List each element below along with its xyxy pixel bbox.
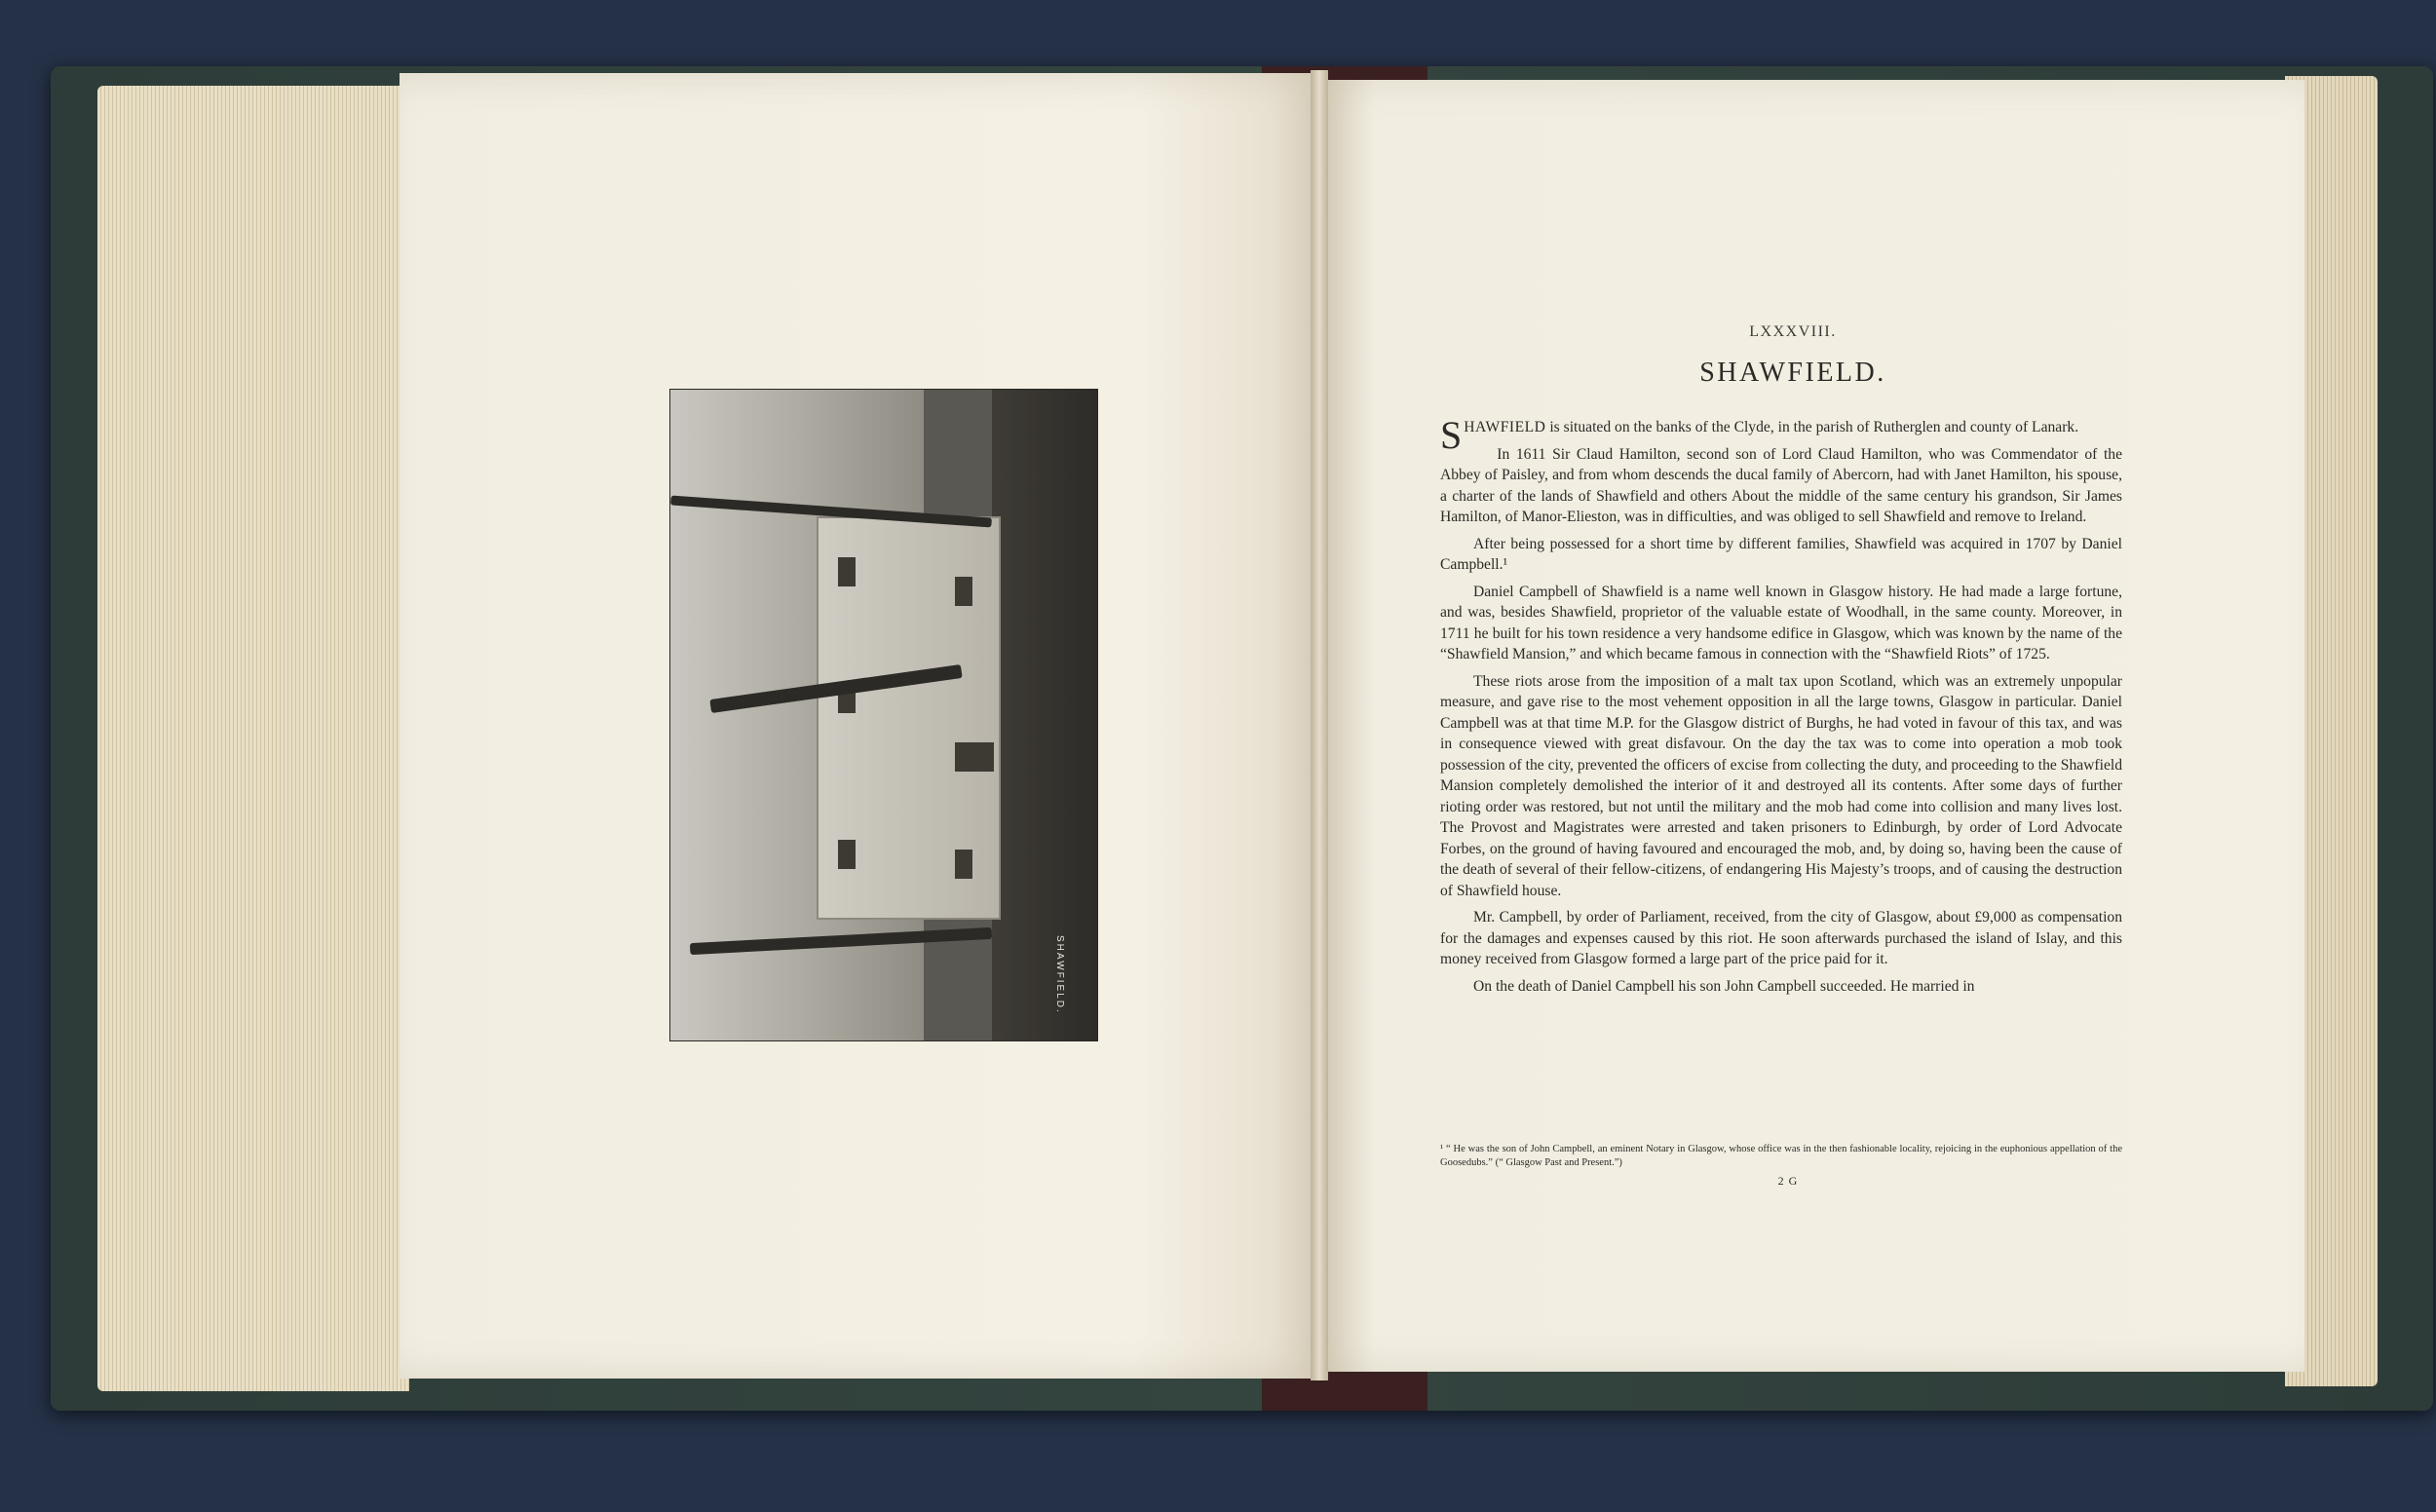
photograph-plate: [670, 390, 1097, 1040]
paragraph: Mr. Campbell, by order of Parliament, received, from the city of Glasgow, about £9,000 as compensation for the damages and expenses caused by this riot. He soon afterwards purchased the island of Islay, and this money received from Glasgow formed a large part of the price paid for it.: [1440, 909, 2122, 967]
plate-house: [817, 516, 1001, 920]
plate-caption: SHAWFIELD.: [1054, 935, 1065, 1014]
paragraph-text: is situated on the banks of the Clyde, in the parish of Rutherglen and county of Lanark.: [1545, 419, 2079, 435]
house-door: [955, 742, 994, 772]
paragraph: Daniel Campbell of Shawfield is a name well known in Glasgow history. He had made a large fortune, and was, besides Shawfield, proprietor of the valuable estate of Woodhall, in the same county. Moreover, in 1711 he built for his town residence a very handsome edifice in Glasgow, which was known by the name of the “Shawfield Mansion,” and which became famous in connection with the “Shawfield Riots” of 1725.: [1440, 583, 2122, 662]
footnote: ¹ “ He was the son of John Campbell, an eminent Notary in Glasgow, whose office was in the then fashionable locality, rejoicing in the euphonious appellation of the Goosedubs.” (“ Glasgow Past and Present.”): [1440, 1144, 2122, 1168]
house-window: [955, 577, 972, 606]
chapter-title: SHAWFIELD.: [1699, 358, 1886, 388]
paragraph: [1440, 413, 2122, 457]
lead-word: HAWFIELD: [1464, 419, 1546, 435]
house-window: [955, 850, 972, 879]
book-gutter: [1311, 70, 1328, 1380]
paragraph: After being possessed for a short time by different families, Shawfield was acquired in 1707 by Daniel Campbell.¹: [1440, 535, 2122, 573]
page-edges-left: [97, 86, 409, 1391]
house-window: [838, 557, 856, 586]
house-window: [838, 840, 856, 869]
plate-ground: [992, 390, 1097, 1040]
paragraph: These riots arose from the imposition of a malt tax upon Scotland, which was an extremely unpopular measure, and gave rise to the most vehement opposition in all the large towns, Glasgow in particular. Daniel Campbell was at that time M.P. for the Glasgow district of Burghs, he had voted in favour of this tax, and was in consequence viewed with great disfavour. On the day the tax was to come into operation a mob took possession of the city, prevented the officers of excise from collecting the duty, and proceeding to the Shawfield Mansion completely demolished the interior of it and destroyed all its contents. After some days of further rioting order was restored, but not until the military and the mob had come into collision and many lives lost. The Provost and Magistrates were arrested and taken prisoners to Edinburgh, by order of Lord Advocate Forbes, on the ground of having favoured and encouraged the mob, and, by doing so, having been the cause of the death of several of their fellow-citizens, of endangering His Majesty’s troops, and of causing the destruction of Shawfield house.: [1440, 672, 2122, 899]
paragraph: On the death of Daniel Campbell his son John Campbell succeeded. He married in: [1473, 977, 1975, 995]
body-text: [1440, 413, 2122, 1002]
drop-cap: S: [1440, 413, 1463, 457]
chapter-number: LXXXVIII.: [1749, 323, 1837, 340]
paragraph: In 1611 Sir Claud Hamilton, second son of Lord Claud Hamilton, who was Commendator of the Abbey of Paisley, and from whom descends the ducal family of Abercorn, had with Janet Hamilton, his spouse, a charter of the lands of Shawfield and others About the middle of the same century his grandson, Sir James Hamilton, of Manor-Elieston, was in difficulties, and was obliged to sell Shawfield and remove to Ireland.: [1440, 445, 2122, 525]
signature-mark: 2 G: [1777, 1174, 1799, 1188]
